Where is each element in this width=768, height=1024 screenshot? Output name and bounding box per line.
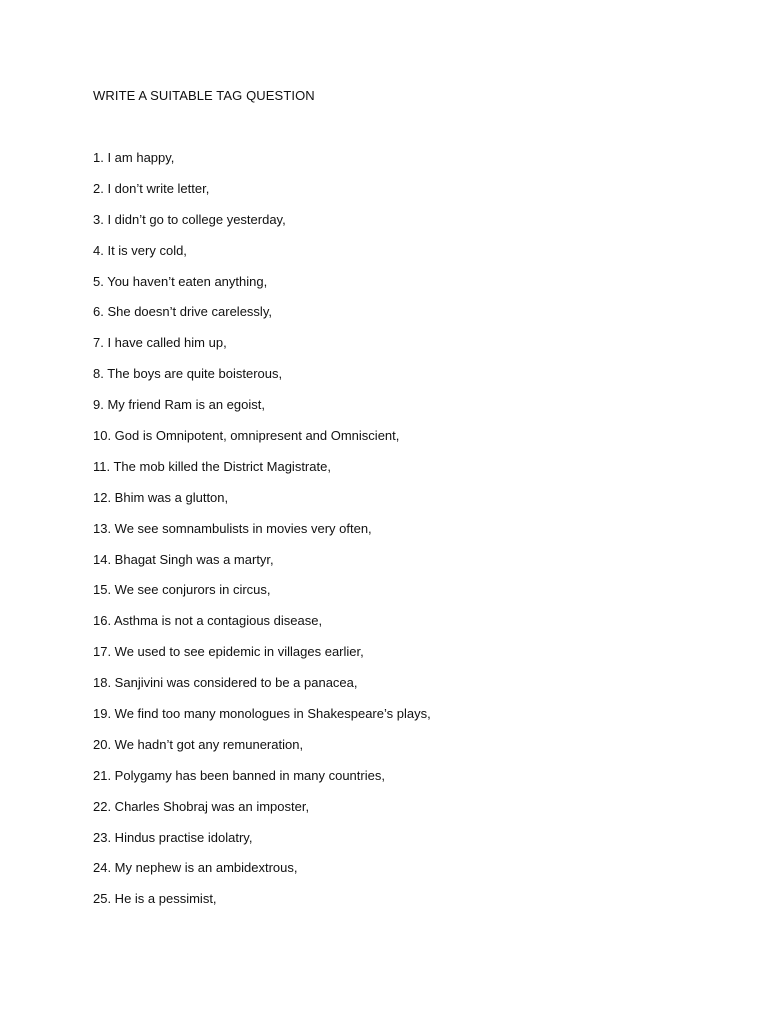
question-item: 8. The boys are quite boisterous, <box>93 366 283 382</box>
question-item: 9. My friend Ram is an egoist, <box>93 397 265 413</box>
question-item: 18. Sanjivini was considered to be a panacea, <box>93 675 358 691</box>
question-item: 22. Charles Shobraj was an imposter, <box>93 798 310 814</box>
question-item: 25. He is a pessimist, <box>93 891 217 907</box>
question-item: 16. Asthma is not a contagious disease, <box>93 613 323 629</box>
question-item: 5. You haven’t eaten anything, <box>93 273 268 289</box>
question-item: 21. Polygamy has been banned in many countries, <box>93 767 385 783</box>
question-item: 6. She doesn’t drive carelessly, <box>93 304 272 320</box>
question-item: 24. My nephew is an ambidextrous, <box>93 860 298 876</box>
question-item: 2. I don’t write letter, <box>93 180 210 196</box>
question-item: 14. Bhagat Singh was a martyr, <box>93 551 274 567</box>
question-item: 1. I am happy, <box>93 150 175 165</box>
question-item: 11. The mob killed the District Magistrate, <box>93 458 331 474</box>
question-item: 13. We see somnambulists in movies very often, <box>93 520 372 536</box>
question-item: 17. We used to see epidemic in villages earlier, <box>93 644 364 660</box>
question-item: 15. We see conjurors in circus, <box>93 582 271 598</box>
question-item: 20. We hadn’t got any remuneration, <box>93 736 304 752</box>
question-list <box>93 149 431 921</box>
question-item: 23. Hindus practise idolatry, <box>93 829 253 845</box>
question-item: 4. It is very cold, <box>93 242 187 258</box>
question-item: 19. We find too many monologues in Shakespeare’s plays, <box>93 706 431 722</box>
question-item: 3. I didn’t go to college yesterday, <box>93 211 286 227</box>
question-item: 12. Bhim was a glutton, <box>93 489 229 505</box>
document-title: WRITE A SUITABLE TAG QUESTION <box>93 88 315 103</box>
question-item: 10. God is Omnipotent, omnipresent and Omniscient, <box>93 428 400 444</box>
question-item: 7. I have called him up, <box>93 335 227 351</box>
